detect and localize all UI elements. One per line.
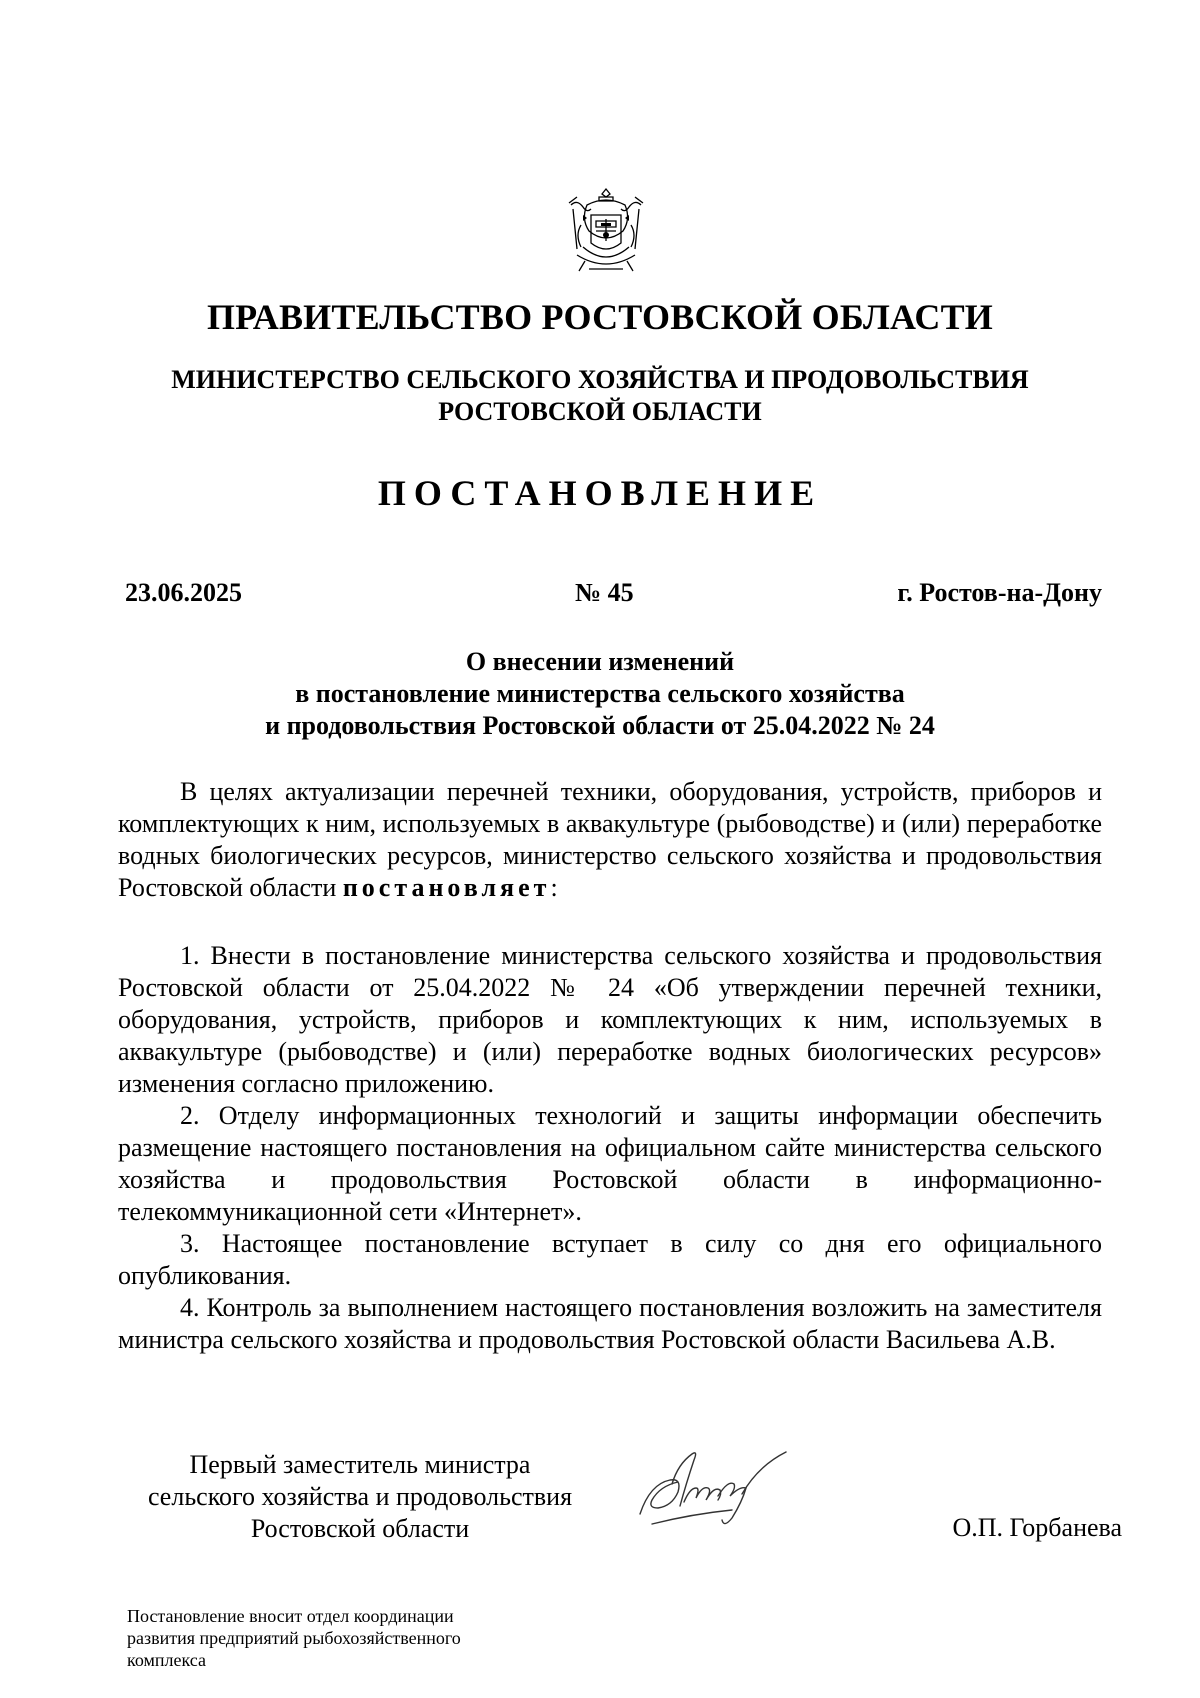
footer-line2: развития предприятий рыбохозяйственного [127, 1628, 461, 1648]
preamble-paragraph [118, 776, 1102, 904]
footer-note [127, 1605, 587, 1671]
preamble-text: В целях актуализации перечней техники, оборудования, устройств, приборов и комплектующих к ним, используемых в аквакультуре (рыбоводстве) и (или) переработке водных биологических ресурсов, министерство сельского хозяйства и продовольствия Ростовской области [118, 777, 1102, 902]
resolution-items [118, 940, 1102, 1356]
signatory-position-line1: Первый заместитель министра [189, 1450, 531, 1479]
resolution-item-3: 3. Настоящее постановление вступает в силу со дня его официального опубликования. [118, 1229, 1102, 1290]
government-title: ПРАВИТЕЛЬСТВО РОСТОВСКОЙ ОБЛАСТИ [206, 297, 994, 337]
subject-line3: и продовольствия Ростовской области от 25.04.2022 № 24 [265, 711, 935, 740]
signatory-name: О.П. Горбанева [952, 1513, 1122, 1542]
signatory-position-line2: сельского хозяйства и продовольствия [147, 1482, 573, 1511]
signatory-position-line3: Ростовской области [250, 1514, 470, 1543]
handwritten-signature [632, 1444, 812, 1540]
footer-line3: комплекса [127, 1650, 206, 1670]
document-number: № 45 [575, 578, 634, 607]
subject-line2: в постановление министерства сельского хозяйства [295, 679, 905, 708]
document-date: 23.06.2025 [125, 578, 242, 607]
subject-line1: О внесении изменений [465, 647, 735, 676]
resolution-item-4: 4. Контроль за выполнением настоящего постановления возложить на заместителя министра сельского хозяйства и продовольствия Ростовской области Васильева А.В. [118, 1293, 1102, 1354]
ministry-name [0, 364, 1200, 428]
resolution-item-1: 1. Внести в постановление министерства сельского хозяйства и продовольствия Ростовской области от 25.04.2022 № 24 «Об утверждении перечней техники, оборудования, устройств, приборов и комплектующих к ним, используемых в аквакультуре (рыбоводстве) и (или) переработке водных биологических ресурсов» изменения согласно приложению. [118, 941, 1102, 1098]
resolves-word: постановляет [342, 873, 551, 902]
footer-line1: Постановление вносит отдел координации [127, 1606, 454, 1626]
ministry-name-line1: МИНИСТЕРСТВО СЕЛЬСКОГО ХОЗЯЙСТВА И ПРОДОВОЛЬСТВИЯ [171, 365, 1029, 394]
signatory-position [118, 1449, 602, 1545]
document-subject [0, 646, 1200, 742]
preamble-colon: : [550, 873, 558, 902]
resolution-item-2: 2. Отделу информационных технологий и защиты информации обеспечить размещение настоящего постановления на официальном сайте министерства сельского хозяйства и продовольствия Ростовской области в информационно-телекоммуникационной сети «Интернет». [118, 1101, 1102, 1226]
ministry-name-line2: РОСТОВСКОЙ ОБЛАСТИ [438, 397, 762, 426]
document-city: г. Ростов-на-Дону [897, 578, 1102, 607]
coat-of-arms-emblem [563, 185, 649, 277]
preamble [118, 776, 1102, 904]
document-type: ПОСТАНОВЛЕНИЕ [377, 473, 823, 513]
